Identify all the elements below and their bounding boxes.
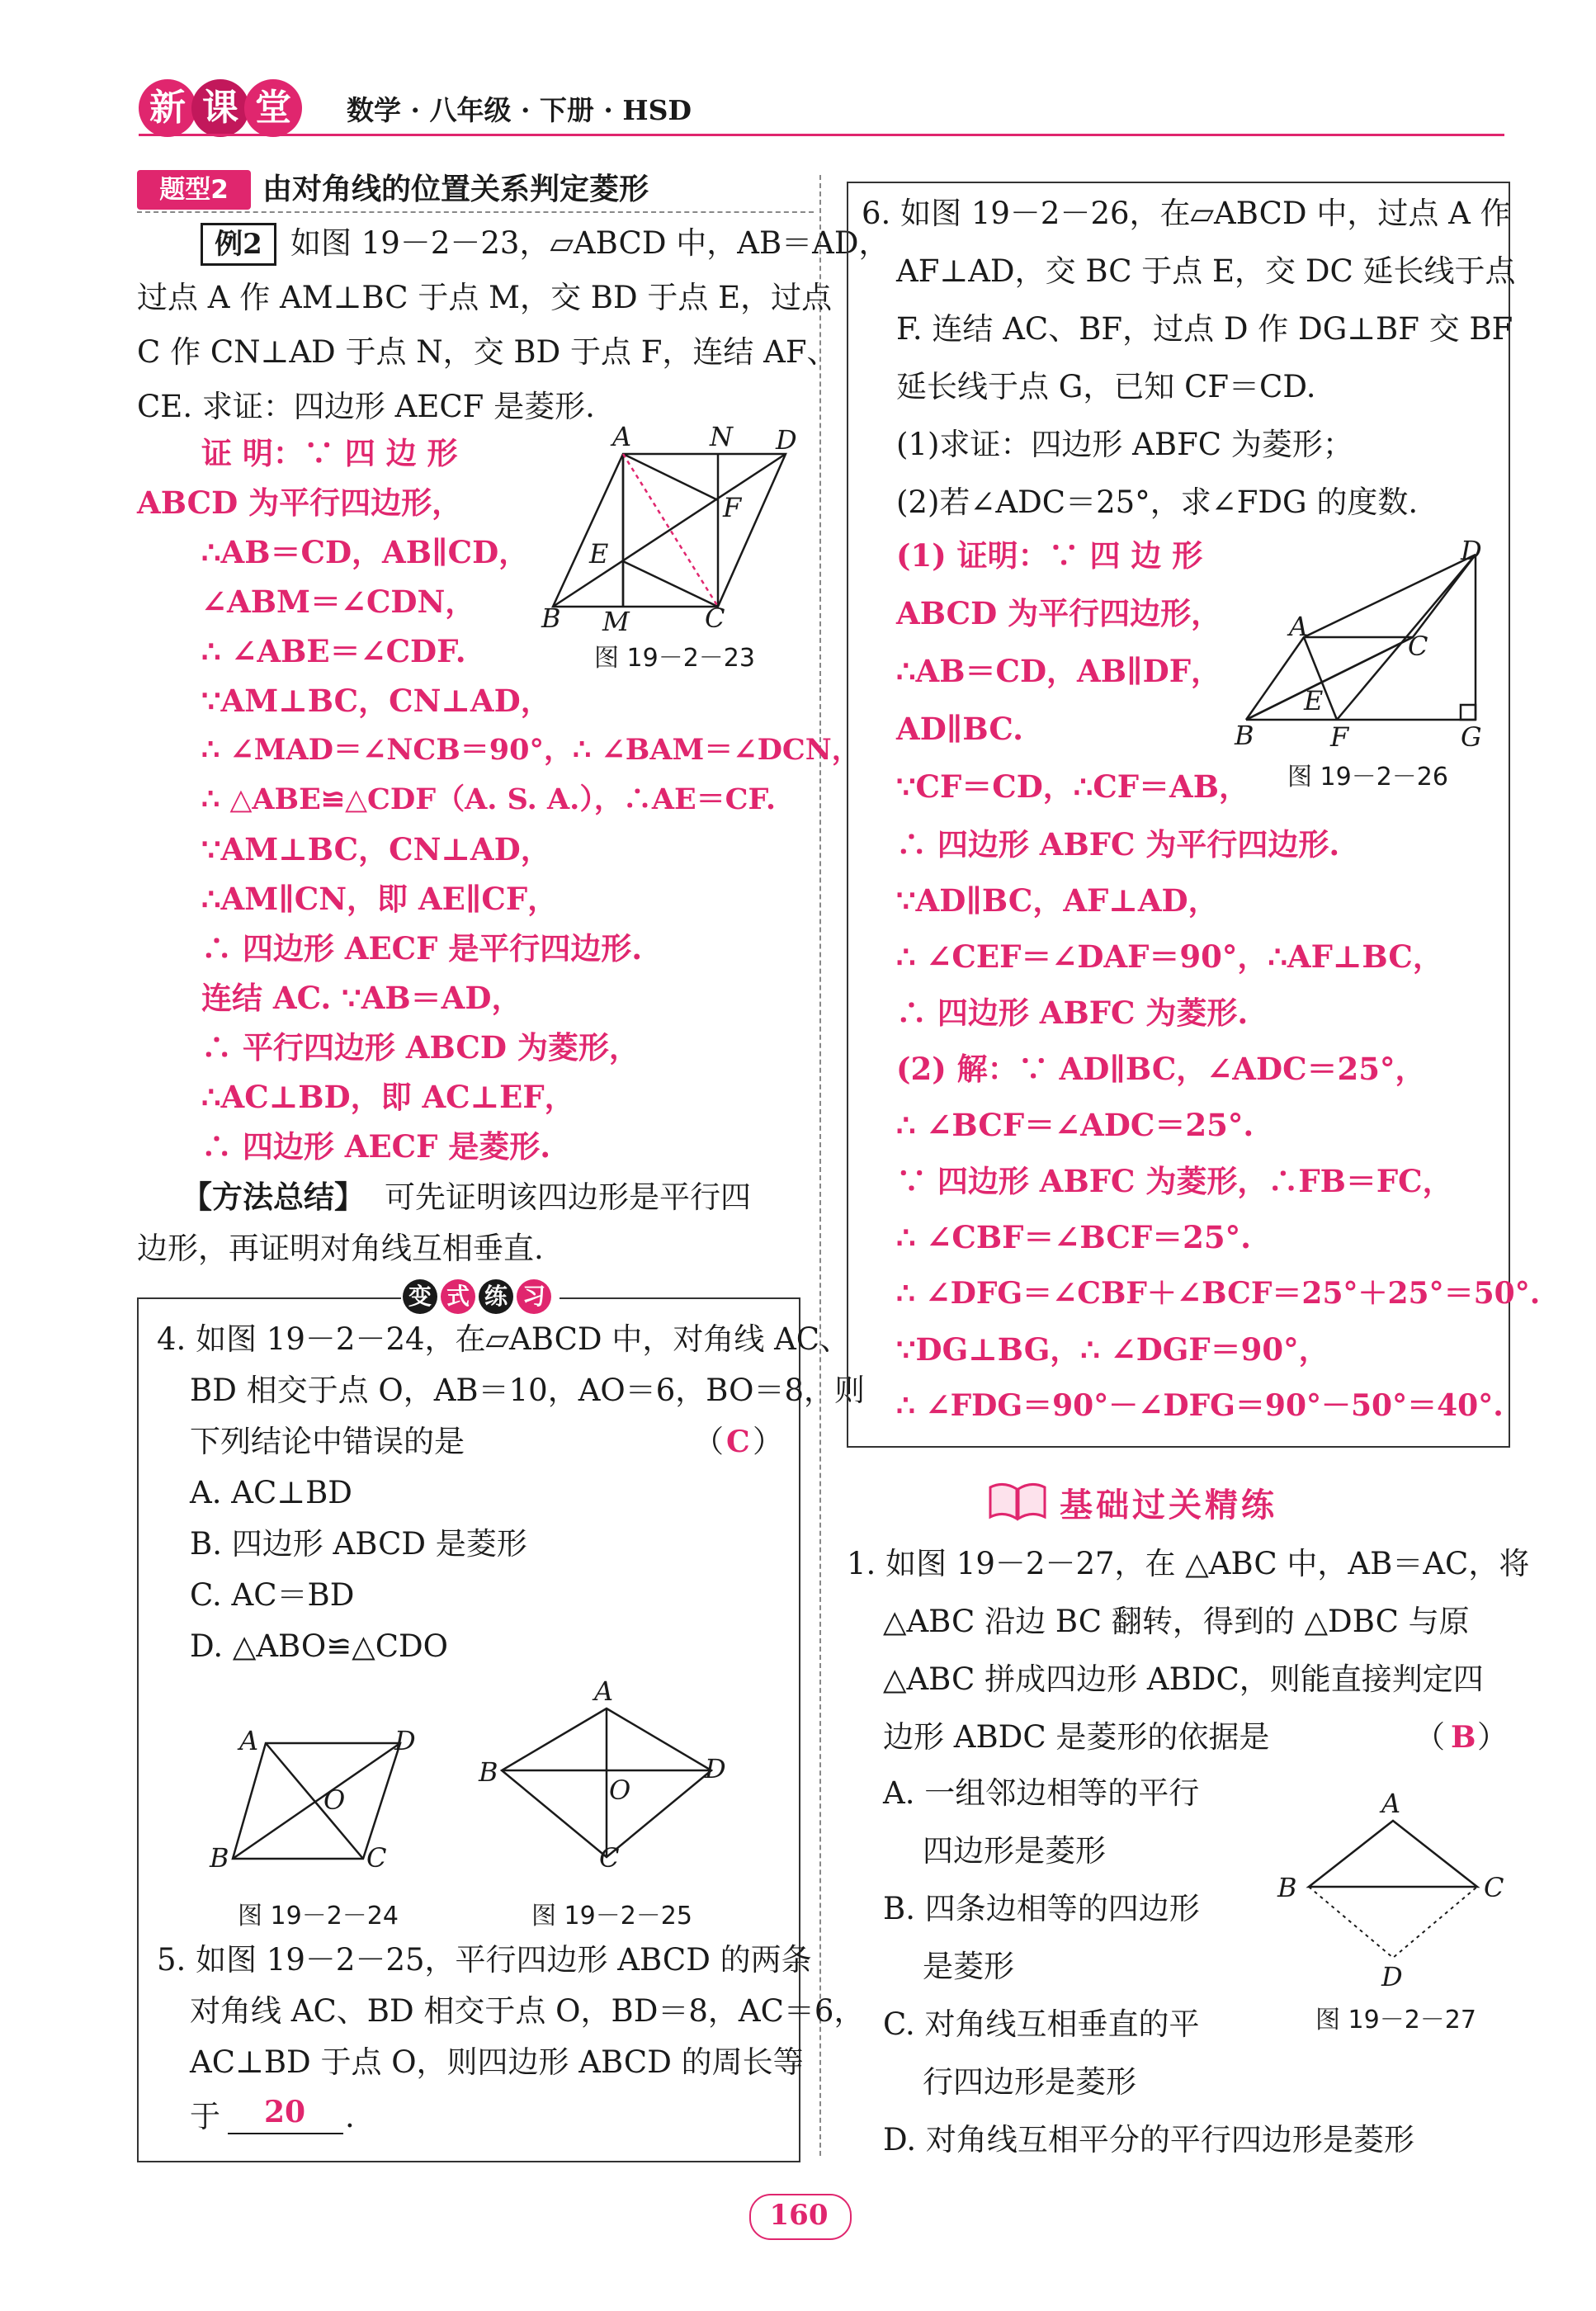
example-line-4: CE. 求证：四边形 AECF 是菱形. (137, 389, 595, 424)
logo-char-1: 新 (139, 79, 196, 137)
fig27-label-d: D (1381, 1961, 1403, 1992)
q4-line-1: 4. 如图 19－2－24，在▱ABCD 中，对角线 AC、 (157, 1321, 851, 1357)
fig27-label-c: C (1484, 1872, 1504, 1903)
fig23-label-n: N (710, 421, 733, 452)
fig25-label-b: B (479, 1756, 498, 1788)
fig27-triangle-dbc-dotted (1309, 1887, 1477, 1958)
variation-char-3: 练 (479, 1279, 513, 1314)
q6-sol-3: ∴AB＝CD，AB∥DF， (896, 653, 1221, 689)
q6-sol-16: ∴ ∠FDG＝90°－∠DFG＝90°－50°＝40°. (896, 1388, 1504, 1423)
q4-option-b: B. 四边形 ABCD 是菱形 (190, 1526, 527, 1562)
q6-sol-9: ∴ 四边形 ABFC 为菱形. (896, 995, 1249, 1031)
fig27-label-b: B (1277, 1872, 1297, 1903)
segment-ce (623, 561, 718, 607)
fig26-label-c: C (1408, 631, 1428, 662)
q4-option-d: D. △ABO≌△CDO (190, 1628, 449, 1664)
proof-line-3: ∴AB＝CD，AB∥CD， (201, 534, 530, 570)
q4-line-2: BD 相交于点 O，AB＝10，AO＝6，BO＝8，则 (190, 1373, 866, 1408)
fig24-label-b: B (210, 1842, 229, 1874)
fig26-label-b: B (1235, 720, 1254, 751)
fig23-label-b: B (541, 603, 561, 634)
proof-line-9: ∵AM⊥BC，CN⊥AD， (201, 831, 551, 867)
q6-line-4: 延长线于点 G，已知 CF＝CD. (896, 369, 1316, 404)
variation-char-1: 变 (403, 1279, 437, 1314)
basic-q1-line-2: △ABC 沿边 BC 翻转，得到的 △DBC 与原 (883, 1604, 1470, 1639)
fig23-label-e: E (589, 538, 609, 569)
basic-option-b1: B. 四条边相等的四边形 (883, 1891, 1200, 1926)
proof-line-13: ∴ 平行四边形 ABCD 为菱形， (201, 1029, 640, 1066)
fig24-label-a: A (239, 1725, 259, 1756)
fig25-label-c: C (599, 1842, 620, 1874)
header-subtitle: 数学 · 八年级 · 下册 · HSD (347, 94, 692, 126)
basic-option-a2: 四边形是菱形 (923, 1833, 1106, 1869)
basic-paren-close: ） (1477, 1719, 1508, 1755)
q6-sol-10: (2) 解：∵ AD∥BC，∠ADC＝25°， (896, 1051, 1426, 1087)
fig26-bc (1246, 637, 1413, 720)
fig25-label-o: O (609, 1775, 631, 1806)
fig23-label-c: C (705, 603, 725, 634)
q5-answer-blank (228, 2133, 343, 2134)
fig24-label-d: D (394, 1725, 416, 1756)
q5-line-3: AC⊥BD 于点 O，则四边形 ABCD 的周长等 (190, 2044, 804, 2080)
proof-line-5: ∴ ∠ABE＝∠CDF. (201, 633, 466, 669)
book-icon (987, 1477, 1048, 1524)
q6-line-1: 6. 如图 19－2－26，在▱ABCD 中，过点 A 作 (862, 196, 1511, 231)
fig26-label-d: D (1461, 535, 1482, 566)
q4-paren-open: （ (693, 1424, 724, 1459)
basic-q1-line-4: 边形 ABDC 是菱形的依据是 (883, 1719, 1270, 1755)
basic-option-a1: A. 一组邻边相等的平行 (883, 1775, 1200, 1811)
q6-sol-8: ∴ ∠CEF＝∠DAF＝90°，∴AF⊥BC， (896, 938, 1443, 975)
q6-sol-7: ∵AD∥BC，AF⊥AD， (896, 882, 1219, 919)
q4-option-a: A. AC⊥BD (190, 1475, 352, 1510)
fig27-triangle-abc (1309, 1821, 1477, 1887)
proof-line-15: ∴ 四边形 AECF 是菱形. (201, 1128, 551, 1165)
figure-19-2-26 (1230, 545, 1494, 743)
q6-line-3: F. 连结 AC、BF，过点 D 作 DG⊥BF 交 BF (896, 311, 1513, 347)
header-rule (139, 134, 1504, 136)
fig25-caption: 图 19－2－25 (531, 1902, 692, 1931)
section-title: 由对角线的位置关系判定菱形 (262, 172, 649, 206)
q4-line-3: 下列结论中错误的是 (190, 1424, 465, 1459)
fig26-caption: 图 19－2－26 (1287, 763, 1448, 792)
q6-line-2: AF⊥AD，交 BC 于点 E，交 DC 延长线于点 (896, 253, 1516, 289)
proof-line-4: ∠ABM＝∠CDN， (201, 584, 476, 620)
proof-line-10: ∴AM∥CN，即 AE∥CF， (201, 881, 559, 917)
q6-sol-5: ∵CF＝CD，∴CF＝AB， (896, 768, 1250, 805)
example-badge: 例2 (201, 223, 276, 266)
q6-sol-14: ∴ ∠DFG＝∠CBF＋∠BCF＝25°＋25°＝50°. (896, 1276, 1541, 1311)
q6-sol-2: ABCD 为平行四边形， (896, 595, 1222, 631)
proof-line-1: 证 明：∵ 四 边 形 (201, 435, 458, 471)
q4-option-c: C. AC＝BD (190, 1577, 355, 1613)
fig23-label-f: F (723, 492, 742, 523)
proof-line-14: ∴AC⊥BD，即 AC⊥EF， (201, 1079, 575, 1115)
fig26-right-angle-g (1461, 705, 1476, 720)
fig26-label-e: E (1304, 685, 1324, 716)
page-number: 160 (769, 2199, 829, 2232)
section-tag: 题型2 (137, 170, 251, 210)
basic-paren-open: （ (1414, 1719, 1445, 1755)
basic-option-d: D. 对角线互相平分的平行四边形是菱形 (883, 2122, 1414, 2157)
logo-char-3: 堂 (244, 79, 302, 137)
fig27-caption: 图 19－2－27 (1315, 2006, 1476, 2035)
basic-q1-line-1: 1. 如图 19－2－27，在 △ABC 中，AB＝AC，将 (847, 1546, 1530, 1581)
fig25-label-a: A (594, 1675, 614, 1707)
basic-option-c2: 行四边形是菱形 (923, 2064, 1136, 2100)
fig23-label-m: M (602, 606, 630, 637)
q6-sol-12: ∵ 四边形 ABFC 为菱形，∴FB＝FC， (896, 1163, 1453, 1199)
logo (139, 76, 320, 139)
logo-char-2: 课 (191, 79, 249, 137)
q6-sol-4: AD∥BC. (896, 711, 1024, 747)
fig26-label-a: A (1289, 611, 1309, 642)
example-line-2: 过点 A 作 AM⊥BC 于点 M，交 BD 于点 E，过点 (137, 280, 833, 315)
proof-line-8: ∴ △ABE≌△CDF（A. S. A.），∴AE＝CF. (201, 782, 777, 816)
q5-line-2: 对角线 AC、BD 相交于点 O，BD＝8，AC＝6， (190, 1993, 865, 2029)
fig24-diagonal-ac (266, 1743, 363, 1859)
q5-last-suffix: . (345, 2099, 355, 2134)
figure-19-2-23 (536, 421, 809, 644)
method-text-2: 边形，再证明对角线互相垂直. (137, 1231, 544, 1266)
q6-sol-1: (1) 证明：∵ 四 边 形 (896, 537, 1203, 574)
fig27-label-a: A (1381, 1788, 1401, 1819)
fig24-diagonal-bd (233, 1743, 400, 1859)
q6-sol-11: ∴ ∠BCF＝∠ADC＝25°. (896, 1107, 1254, 1143)
q5-last-prefix: 于 (190, 2099, 220, 2134)
q5-line-1: 5. 如图 19－2－25，平行四边形 ABCD 的两条 (157, 1942, 812, 1978)
q5-answer: 20 (264, 2095, 306, 2129)
figure-19-2-27 (1296, 1799, 1494, 1981)
example-line-1: 如图 19－2－23，▱ABCD 中，AB＝AD， (290, 225, 890, 261)
q6-line-6: (2)若∠ADC＝25°，求∠FDG 的度数. (896, 484, 1419, 520)
basic-option-b2: 是菱形 (923, 1949, 1014, 1984)
q6-line-5: (1)求证：四边形 ABFC 为菱形； (896, 427, 1353, 462)
basic-q1-line-3: △ABC 拼成四边形 ABDC，则能直接判定四 (883, 1661, 1484, 1697)
fig23-label-a: A (612, 421, 632, 452)
basic-answer: B (1451, 1720, 1476, 1755)
q4-paren-close: ） (753, 1424, 783, 1459)
fig24-caption: 图 19－2－24 (238, 1902, 399, 1931)
variation-badge (401, 1276, 560, 1317)
proof-line-11: ∴ 四边形 AECF 是平行四边形. (201, 930, 643, 966)
method-text-1: 可先证明该四边形是平行四 (385, 1179, 751, 1215)
proof-line-7: ∴ ∠MAD＝∠NCB＝90°，∴ ∠BAM＝∠DCN， (201, 733, 861, 767)
q6-sol-13: ∴ ∠CBF＝∠BCF＝25°. (896, 1219, 1251, 1255)
basic-option-c1: C. 对角线互相垂直的平 (883, 2006, 1200, 2042)
q6-sol-15: ∵DG⊥BG，∴ ∠DGF＝90°， (896, 1331, 1329, 1368)
fig25-label-d: D (705, 1753, 726, 1784)
column-divider (819, 175, 821, 2156)
fig24-label-o: O (323, 1784, 346, 1816)
proof-line-6: ∵AM⊥BC，CN⊥AD， (201, 683, 551, 719)
section-underline (137, 211, 814, 213)
q6-sol-6: ∴ 四边形 ABFC 为平行四边形. (896, 826, 1340, 862)
variation-char-2: 式 (441, 1279, 475, 1314)
proof-line-2: ABCD 为平行四边形， (137, 484, 463, 521)
example-line-3: C 作 CN⊥AD 于点 N，交 BD 于点 F，连结 AF、 (137, 334, 838, 370)
fig23-label-d: D (776, 424, 797, 456)
fig26-label-f: F (1330, 721, 1349, 753)
q4-answer: C (726, 1425, 750, 1459)
fig23-caption: 图 19－2－23 (594, 644, 755, 673)
variation-char-4: 习 (517, 1279, 551, 1314)
proof-line-12: 连结 AC. ∵AB＝AD， (201, 980, 522, 1016)
fig26-label-g: G (1461, 721, 1482, 753)
basic-title: 基础过关精练 (1060, 1486, 1277, 1524)
method-label: 【方法总结】 (182, 1179, 365, 1215)
fig24-label-c: C (366, 1842, 387, 1874)
header (0, 0, 1596, 140)
